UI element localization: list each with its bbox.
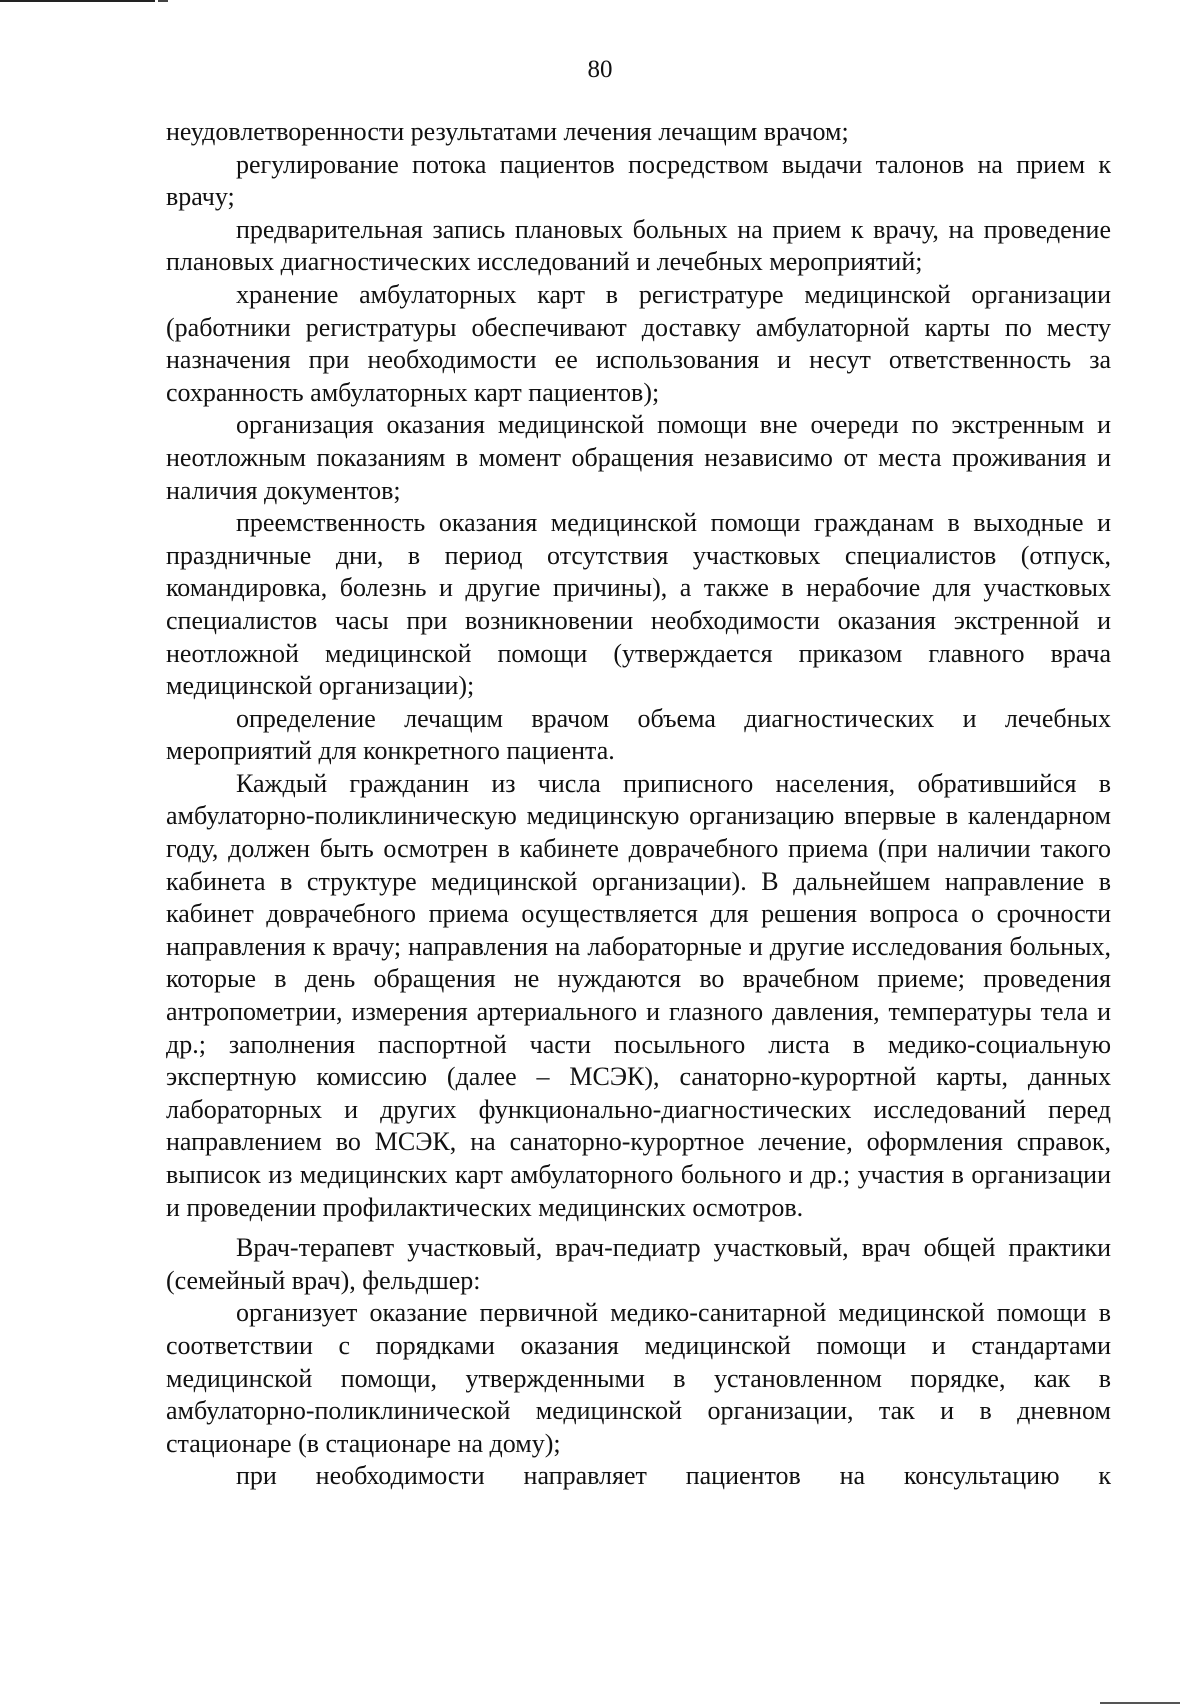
scan-edge-line bbox=[158, 0, 168, 2]
paragraph: предварительная запись плановых больных на прием к врачу, на проведение плановых диагностических исследований и лечебных мероприятий; bbox=[166, 214, 1111, 277]
page-number: 80 bbox=[587, 56, 613, 83]
paragraph: регулирование потока пациентов посредством выдачи талонов на прием к врачу; bbox=[166, 149, 1111, 212]
scan-edge-line bbox=[0, 0, 155, 2]
paragraph: определение лечащим врачом объема диагностических и лечебных мероприятий для конкретного пациента. bbox=[166, 703, 1111, 766]
paragraph: организация оказания медицинской помощи вне очереди по экстренным и неотложным показаниям в момент обращения независимо от места проживания и наличия документов; bbox=[166, 410, 1111, 505]
paragraph: Врач-терапевт участковый, врач-педиатр участковый, врач общей практики (семейный врач), фельдшер: bbox=[166, 1233, 1111, 1295]
document-body bbox=[166, 116, 1111, 1493]
paragraph: преемственность оказания медицинской помощи гражданам в выходные и праздничные дни, в период отсутствия участковых специалистов (отпуск, командировка, болезнь и другие причины), а также в нерабочие для участковых специалистов часы при возникновении необходимости оказания экстренной и неотложной медицинской помощи (утверждается приказом главного врача медицинской организации); bbox=[166, 508, 1111, 701]
paragraph: хранение амбулаторных карт в регистратуре медицинской организации (работники регистратуры обеспечивают доставку амбулаторной карты по месту назначения при необходимости ее использования и несут ответственность за сохранность амбулаторных карт пациентов); bbox=[166, 279, 1111, 407]
paragraph: неудовлетворенности результатами лечения лечащим врачом; bbox=[166, 117, 849, 146]
scan-edge-line bbox=[1100, 1702, 1180, 1704]
paragraph: Каждый гражданин из числа приписного населения, обратившийся в амбулаторно-поликлиническую медицинскую организацию впервые в календарном году, должен быть осмотрен в кабинете доврачебного приема (при наличии такого кабинета в структуре медицинской организации). В дальнейшем направление в кабинет доврачебного приема осуществляется для решения вопроса о срочности направления к врачу; направления на лабораторные и другие исследования больных, которые в день обращения не нуждаются во врачебном приеме; проведения антропометрии, измерения артериального и глазного давления, температуры тела и др.; заполнения паспортной части посыльного листа в медико-социальную экспертную комиссию (далее – МСЭК), санаторно-курортной карты, данных лабораторных и других функционально-диагностических исследований перед направлением во МСЭК, на санаторно-курортное лечение, оформления справок, выписок из медицинских карт амбулаторного больного и др.; участия в организации и проведении профилактических медицинских осмотров. bbox=[166, 768, 1111, 1222]
paragraph: при необходимости направляет пациентов на консультацию к bbox=[236, 1461, 1111, 1491]
paragraph: организует оказание первичной медико-санитарной медицинской помощи в соответствии с порядками оказания медицинской помощи и стандартами медицинской помощи, утвержденными в установленном порядке, как в амбулаторно-поликлинической медицинской организации, так и в дневном стационаре (в стационаре на дому); bbox=[166, 1298, 1111, 1458]
